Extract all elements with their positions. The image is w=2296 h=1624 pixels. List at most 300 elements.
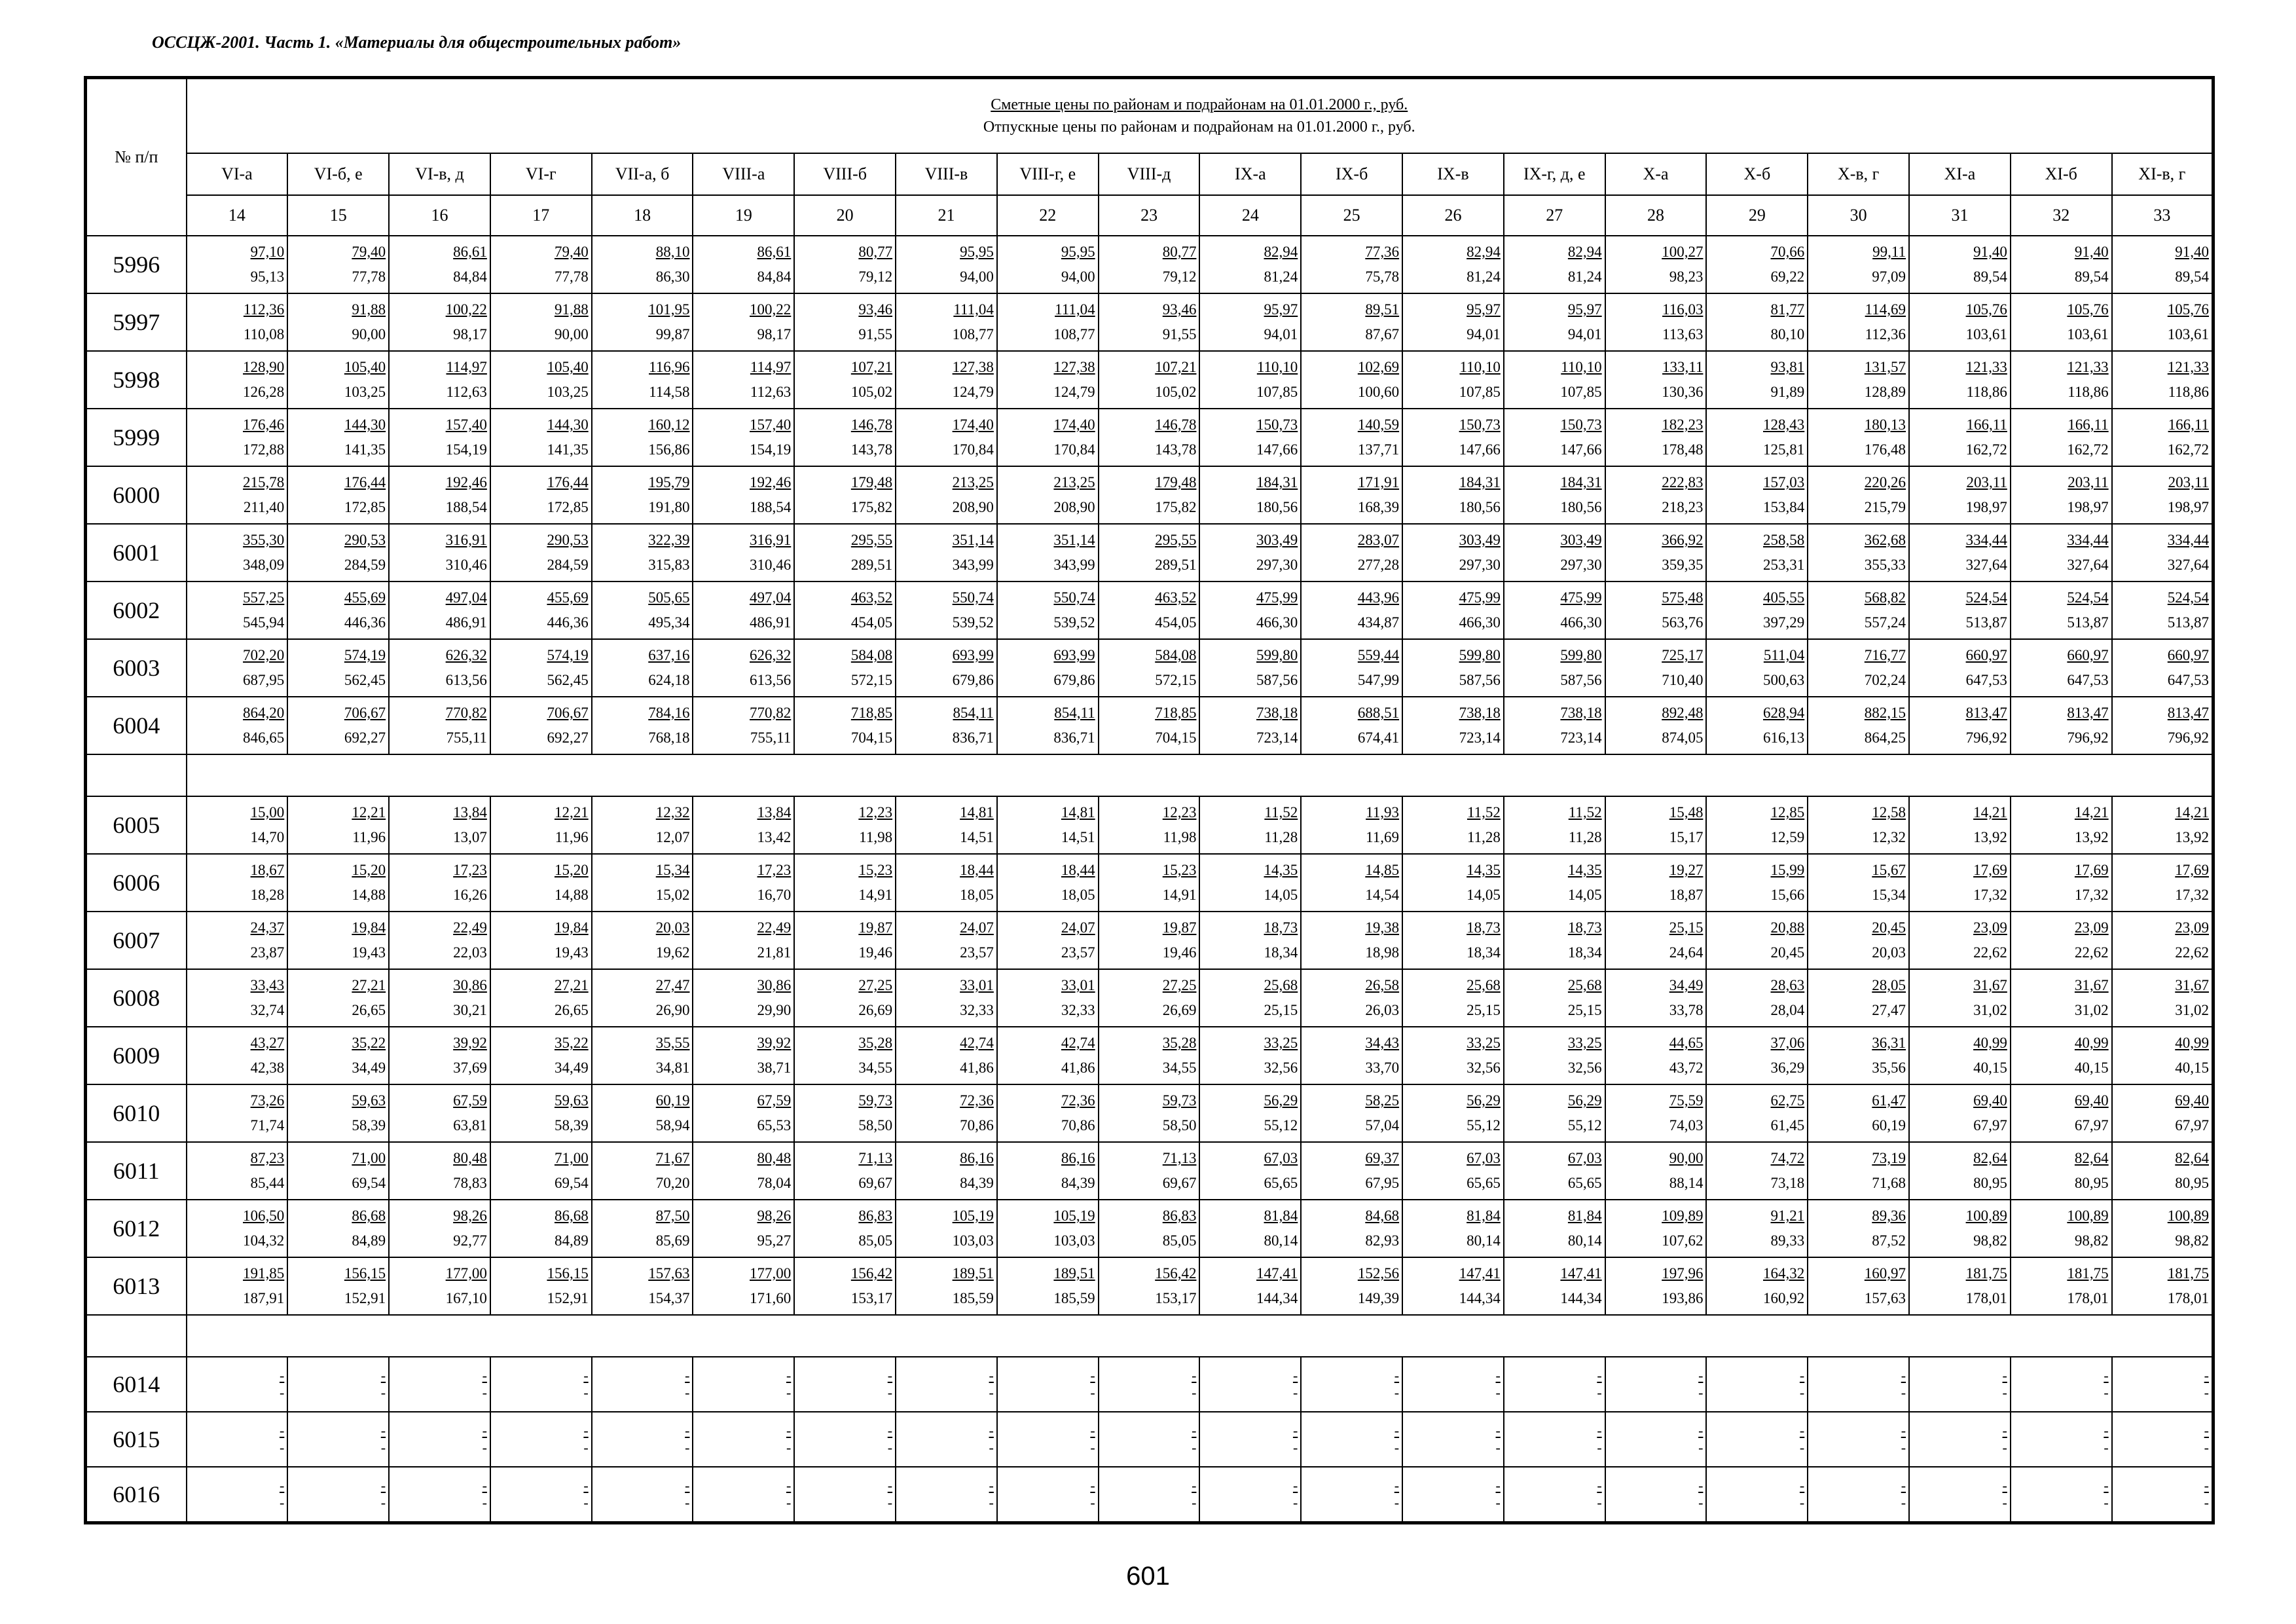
estimated-price: 71,00 (352, 1150, 386, 1166)
district-header: XI-б (2011, 153, 2112, 195)
estimated-price: 69,40 (1973, 1092, 2007, 1109)
release-price: 31,02 (2175, 1002, 2209, 1018)
release-price: 112,63 (446, 384, 487, 400)
estimated-price: 43,27 (250, 1035, 285, 1051)
release-price: 187,91 (243, 1290, 285, 1306)
release-price: 284,59 (344, 557, 386, 573)
price-cell (2112, 1357, 2214, 1412)
price-cell (794, 1412, 896, 1467)
estimated-price: 156,42 (850, 1265, 893, 1282)
estimated-price: 91,88 (352, 301, 386, 318)
release-price: 130,36 (1662, 384, 1704, 400)
release-price: 70,86 (960, 1117, 994, 1134)
price-cell (389, 409, 490, 466)
estimated-price: 33,25 (1264, 1035, 1298, 1051)
estimated-price: - (380, 1367, 386, 1384)
release-price: 702,24 (1864, 672, 1906, 688)
price-cell (1909, 796, 2011, 854)
price-cell (2112, 1200, 2214, 1257)
price-cell (1199, 912, 1301, 969)
estimated-price: 176,46 (243, 416, 285, 433)
price-cell (187, 1467, 288, 1523)
price-cell (1301, 1027, 1402, 1084)
price-cell (287, 466, 389, 524)
estimated-price: 23,09 (1973, 919, 2007, 936)
table-row (86, 293, 2214, 351)
release-price: 18,05 (960, 887, 994, 903)
release-price: 178,01 (2067, 1290, 2109, 1306)
release-price: 69,54 (352, 1175, 386, 1191)
price-cell (287, 796, 389, 854)
price-cell (1402, 524, 1504, 581)
estimated-price: 86,61 (757, 244, 792, 260)
price-cell (1706, 1357, 1808, 1412)
release-price: - (482, 1384, 487, 1401)
estimated-price: 100,89 (2167, 1208, 2209, 1224)
price-cell (1706, 293, 1808, 351)
estimated-price: - (2204, 1367, 2209, 1384)
price-cell (1301, 854, 1402, 912)
estimated-price: 101,95 (648, 301, 690, 318)
estimated-price: - (685, 1477, 690, 1494)
release-price: - (786, 1384, 792, 1401)
price-cell (2011, 1467, 2112, 1523)
table-row (86, 697, 2214, 754)
price-cell (1301, 581, 1402, 639)
price-cell (2112, 236, 2214, 293)
release-price: - (1799, 1384, 1805, 1401)
price-cell (1199, 466, 1301, 524)
price-cell (490, 1257, 592, 1315)
release-price: - (1090, 1494, 1095, 1511)
estimated-price: 628,94 (1763, 705, 1805, 721)
estimated-price: 303,49 (1459, 532, 1501, 548)
release-price: - (1394, 1494, 1400, 1511)
estimated-price: 295,55 (850, 532, 893, 548)
release-price: 175,82 (850, 499, 893, 515)
release-price: 11,28 (1568, 829, 1602, 845)
price-cell (287, 854, 389, 912)
estimated-price: 33,25 (1467, 1035, 1501, 1051)
price-cell (187, 236, 288, 293)
estimated-price: 18,73 (1467, 919, 1501, 936)
estimated-price: - (1799, 1367, 1805, 1384)
estimated-price: 56,29 (1264, 1092, 1298, 1109)
estimated-price: - (1192, 1422, 1197, 1439)
estimated-price: 156,42 (1155, 1265, 1197, 1282)
estimated-price: 86,68 (352, 1208, 386, 1224)
estimated-price: - (2002, 1477, 2007, 1494)
price-cell (1808, 912, 1909, 969)
estimated-price: 35,22 (352, 1035, 386, 1051)
price-cell (896, 1200, 997, 1257)
release-price: 144,34 (1256, 1290, 1298, 1306)
release-price: 191,80 (648, 499, 690, 515)
release-price: - (583, 1384, 589, 1401)
release-price: - (1192, 1439, 1197, 1456)
release-price: 157,63 (1864, 1290, 1906, 1306)
price-cell (1402, 581, 1504, 639)
price-cell (896, 969, 997, 1027)
estimated-price: 59,73 (1162, 1092, 1197, 1109)
price-cell (1909, 1084, 2011, 1142)
estimated-price: 351,14 (1053, 532, 1095, 548)
estimated-price: 91,40 (1973, 244, 2007, 260)
price-cell (389, 524, 490, 581)
estimated-price: 725,17 (1662, 647, 1704, 663)
price-cell (997, 969, 1099, 1027)
estimated-price: 706,67 (344, 705, 386, 721)
price-cell (1605, 466, 1707, 524)
release-price: 20,45 (1770, 944, 1805, 961)
release-price: 171,60 (750, 1290, 792, 1306)
price-cell (187, 524, 288, 581)
release-price: 143,78 (850, 441, 893, 458)
price-cell (1402, 293, 1504, 351)
release-price: 15,02 (655, 887, 690, 903)
estimated-price: 87,50 (655, 1208, 690, 1224)
release-price: 587,56 (1256, 672, 1298, 688)
price-cell (389, 1257, 490, 1315)
release-price: - (989, 1384, 994, 1401)
price-cell (1301, 1200, 1402, 1257)
price-cell (2112, 1142, 2214, 1200)
estimated-price: 56,29 (1467, 1092, 1501, 1109)
release-price: 14,05 (1264, 887, 1298, 903)
price-cell (896, 854, 997, 912)
estimated-price: - (1090, 1367, 1095, 1384)
price-cell (490, 912, 592, 969)
release-price: 185,59 (952, 1290, 994, 1306)
price-cell (1301, 236, 1402, 293)
estimated-price: 40,99 (1973, 1035, 2007, 1051)
estimated-price: - (1901, 1367, 1906, 1384)
estimated-price: 192,46 (750, 474, 792, 490)
release-price: 154,19 (750, 441, 792, 458)
release-price: 22,62 (2074, 944, 2109, 961)
price-cell (1605, 854, 1707, 912)
price-cell (389, 1467, 490, 1523)
release-price: 80,95 (1973, 1175, 2007, 1191)
estimated-price: 174,40 (952, 416, 994, 433)
estimated-price: 222,83 (1662, 474, 1704, 490)
price-cell (1402, 1467, 1504, 1523)
estimated-price: 95,97 (1467, 301, 1501, 318)
release-price: 25,15 (1467, 1002, 1501, 1018)
price-cell (389, 466, 490, 524)
price-cell (1605, 912, 1707, 969)
item-number: 6008 (86, 969, 187, 1027)
release-price: 141,35 (344, 441, 386, 458)
release-price: - (685, 1439, 690, 1456)
release-price: 33,78 (1669, 1002, 1704, 1018)
release-price: 137,71 (1357, 441, 1400, 458)
release-price: 172,85 (547, 499, 589, 515)
price-cell (2011, 796, 2112, 854)
release-price: 613,56 (750, 672, 792, 688)
price-cell (389, 581, 490, 639)
release-price: 34,81 (655, 1060, 690, 1076)
price-cell (1909, 697, 2011, 754)
estimated-price: 34,43 (1365, 1035, 1400, 1051)
release-price: 84,84 (757, 268, 792, 285)
price-table-body (86, 236, 2214, 1523)
release-price: 563,76 (1662, 614, 1704, 631)
estimated-price: 105,76 (2067, 301, 2109, 318)
estimated-price: 146,78 (1155, 416, 1197, 433)
release-price: 14,05 (1567, 887, 1602, 903)
price-cell (997, 1357, 1099, 1412)
price-cell (592, 581, 693, 639)
estimated-price: 105,19 (1053, 1208, 1095, 1224)
price-cell (997, 796, 1099, 854)
price-cell (490, 796, 592, 854)
release-price: 112,63 (750, 384, 792, 400)
price-cell (592, 639, 693, 697)
release-price: 58,50 (1162, 1117, 1197, 1134)
estimated-price: 147,41 (1560, 1265, 1602, 1282)
item-number: 5999 (86, 409, 187, 466)
estimated-price: 295,55 (1155, 532, 1197, 548)
release-price: 11,98 (1163, 829, 1197, 845)
price-cell (1909, 581, 2011, 639)
price-cell (997, 1467, 1099, 1523)
price-cell (287, 1200, 389, 1257)
price-cell (187, 409, 288, 466)
estimated-price: 114,97 (446, 359, 487, 375)
estimated-price: 17,23 (757, 862, 792, 878)
price-cell (1706, 524, 1808, 581)
estimated-price: 82,64 (2175, 1150, 2209, 1166)
release-price: 170,84 (1053, 441, 1095, 458)
release-price: - (887, 1439, 893, 1456)
release-price: 105,02 (1155, 384, 1197, 400)
price-cell (287, 1257, 389, 1315)
release-price: 864,25 (1864, 729, 1906, 746)
estimated-price: 107,21 (1155, 359, 1197, 375)
release-price: 562,45 (344, 672, 386, 688)
release-price: - (2204, 1384, 2209, 1401)
release-price: 80,95 (2175, 1175, 2209, 1191)
price-cell (490, 1200, 592, 1257)
release-price: - (1597, 1494, 1602, 1511)
estimated-price: 497,04 (750, 589, 792, 606)
release-price: 104,32 (243, 1232, 285, 1249)
release-price: 310,46 (445, 557, 487, 573)
price-cell (1808, 1142, 1909, 1200)
release-price: 359,35 (1662, 557, 1704, 573)
price-cell (794, 1357, 896, 1412)
release-price: 153,17 (1155, 1290, 1197, 1306)
release-price: 723,14 (1256, 729, 1298, 746)
release-price: 14,54 (1365, 887, 1400, 903)
column-number: 27 (1504, 195, 1605, 236)
estimated-price: 56,29 (1567, 1092, 1602, 1109)
release-price: 81,24 (1264, 268, 1298, 285)
estimated-price: - (2104, 1477, 2109, 1494)
release-price: 454,05 (1155, 614, 1197, 631)
price-cell (896, 639, 997, 697)
estimated-price: - (1597, 1367, 1602, 1384)
estimated-price: 147,41 (1256, 1265, 1298, 1282)
estimated-price: 18,44 (1061, 862, 1095, 878)
release-price: 327,64 (2167, 557, 2209, 573)
estimated-price: 102,69 (1357, 359, 1400, 375)
release-price: 327,64 (2067, 557, 2109, 573)
price-cell (2011, 236, 2112, 293)
release-price: 446,36 (344, 614, 386, 631)
estimated-price: 195,79 (648, 474, 690, 490)
price-cell (2112, 639, 2214, 697)
estimated-price: 100,22 (445, 301, 487, 318)
price-cell (1199, 1142, 1301, 1200)
release-price: 613,56 (445, 672, 487, 688)
release-price: 94,00 (1061, 268, 1095, 285)
price-cell (1504, 1412, 1605, 1467)
item-number: 5997 (86, 293, 187, 351)
document-title: ОССЦЖ-2001. Часть 1. «Материалы для общестроительных работ» (152, 33, 682, 52)
release-price: 18,34 (1264, 944, 1298, 961)
price-cell (1402, 854, 1504, 912)
estimated-price: 290,53 (547, 532, 589, 548)
release-price: 58,50 (858, 1117, 893, 1134)
estimated-price: 322,39 (648, 532, 690, 548)
price-cell (2011, 697, 2112, 754)
estimated-price: 164,32 (1763, 1265, 1805, 1282)
price-cell (287, 293, 389, 351)
estimated-price: 559,44 (1357, 647, 1400, 663)
price-cell (1301, 351, 1402, 409)
estimated-price: - (1901, 1422, 1906, 1439)
release-price: 624,18 (648, 672, 690, 688)
price-cell (1504, 524, 1605, 581)
price-cell (1402, 639, 1504, 697)
release-price: 32,33 (1061, 1002, 1095, 1018)
estimated-price: 82,94 (1567, 244, 1602, 260)
table-row (86, 351, 2214, 409)
price-cell (1199, 697, 1301, 754)
release-price: 75,78 (1365, 268, 1400, 285)
estimated-price: 31,67 (2074, 977, 2109, 993)
price-cell (1099, 466, 1200, 524)
release-price: 103,25 (547, 384, 589, 400)
estimated-price: 784,16 (648, 705, 690, 721)
estimated-price: 40,99 (2074, 1035, 2109, 1051)
estimated-price: - (482, 1477, 487, 1494)
release-price: 144,34 (1560, 1290, 1602, 1306)
release-price: 14,05 (1467, 887, 1501, 903)
price-cell (1301, 1142, 1402, 1200)
release-price: 27,47 (1872, 1002, 1906, 1018)
release-price: 466,30 (1560, 614, 1602, 631)
estimated-price: 18,73 (1567, 919, 1602, 936)
estimated-price: 28,63 (1770, 977, 1805, 993)
release-price: 198,97 (1965, 499, 2007, 515)
estimated-price: 854,11 (1054, 705, 1095, 721)
release-price: 85,05 (1162, 1232, 1197, 1249)
release-price: 704,15 (850, 729, 893, 746)
release-price: 12,59 (1770, 829, 1805, 845)
price-cell (1402, 912, 1504, 969)
price-cell (1402, 1200, 1504, 1257)
estimated-price: 71,00 (554, 1150, 589, 1166)
release-price: 26,65 (554, 1002, 589, 1018)
release-price: 587,56 (1560, 672, 1602, 688)
release-price: - (380, 1384, 386, 1401)
table-row (86, 1084, 2214, 1142)
price-cell (287, 1467, 389, 1523)
estimated-price: 110,10 (1256, 359, 1298, 375)
price-cell (2011, 581, 2112, 639)
release-price: 65,53 (757, 1117, 792, 1134)
release-price: 687,95 (243, 672, 285, 688)
price-cell (1909, 912, 2011, 969)
price-cell (592, 1027, 693, 1084)
price-cell (2112, 293, 2214, 351)
release-price: 647,53 (1965, 672, 2007, 688)
column-number: 24 (1199, 195, 1301, 236)
release-price: 723,14 (1560, 729, 1602, 746)
table-row (86, 1027, 2214, 1084)
release-price: 11,28 (1467, 829, 1501, 845)
estimated-price: 82,64 (1973, 1150, 2007, 1166)
price-cell (490, 1142, 592, 1200)
release-price: 547,99 (1357, 672, 1400, 688)
price-cell (1301, 796, 1402, 854)
price-cell (693, 351, 794, 409)
release-price: 15,17 (1669, 829, 1704, 845)
estimated-price: 15,20 (554, 862, 589, 878)
release-price: 348,09 (243, 557, 285, 573)
estimated-price: - (1394, 1477, 1400, 1494)
price-cell (997, 409, 1099, 466)
estimated-price: 12,21 (554, 804, 589, 821)
estimated-price: 72,36 (1061, 1092, 1095, 1109)
price-cell (2112, 1257, 2214, 1315)
price-cell (2011, 639, 2112, 697)
estimated-price: 497,04 (445, 589, 487, 606)
price-cell (1301, 1412, 1402, 1467)
release-price: 284,59 (547, 557, 589, 573)
price-cell (187, 466, 288, 524)
release-price: 43,72 (1669, 1060, 1704, 1076)
estimated-price: 84,68 (1365, 1208, 1400, 1224)
estimated-price: 19,27 (1669, 862, 1704, 878)
estimated-price: 12,32 (655, 804, 690, 821)
release-price: 147,66 (1560, 441, 1602, 458)
estimated-price: 23,09 (2074, 919, 2109, 936)
estimated-price: 189,51 (952, 1265, 994, 1282)
price-cell (2011, 409, 2112, 466)
release-price: - (1901, 1494, 1906, 1511)
price-cell (187, 351, 288, 409)
price-cell (1808, 639, 1909, 697)
release-price: - (887, 1494, 893, 1511)
estimated-price: 42,74 (1061, 1035, 1095, 1051)
release-price: 19,46 (858, 944, 893, 961)
price-cell (2112, 351, 2214, 409)
release-price: 67,97 (2074, 1117, 2109, 1134)
release-price: - (1597, 1384, 1602, 1401)
price-cell (1706, 1027, 1808, 1084)
estimated-price: 166,11 (2068, 416, 2109, 433)
price-cell (794, 351, 896, 409)
estimated-price: - (2204, 1477, 2209, 1494)
price-cell (490, 236, 592, 293)
estimated-price: 133,11 (1662, 359, 1704, 375)
estimated-price: 864,20 (243, 705, 285, 721)
price-cell (1504, 1084, 1605, 1142)
